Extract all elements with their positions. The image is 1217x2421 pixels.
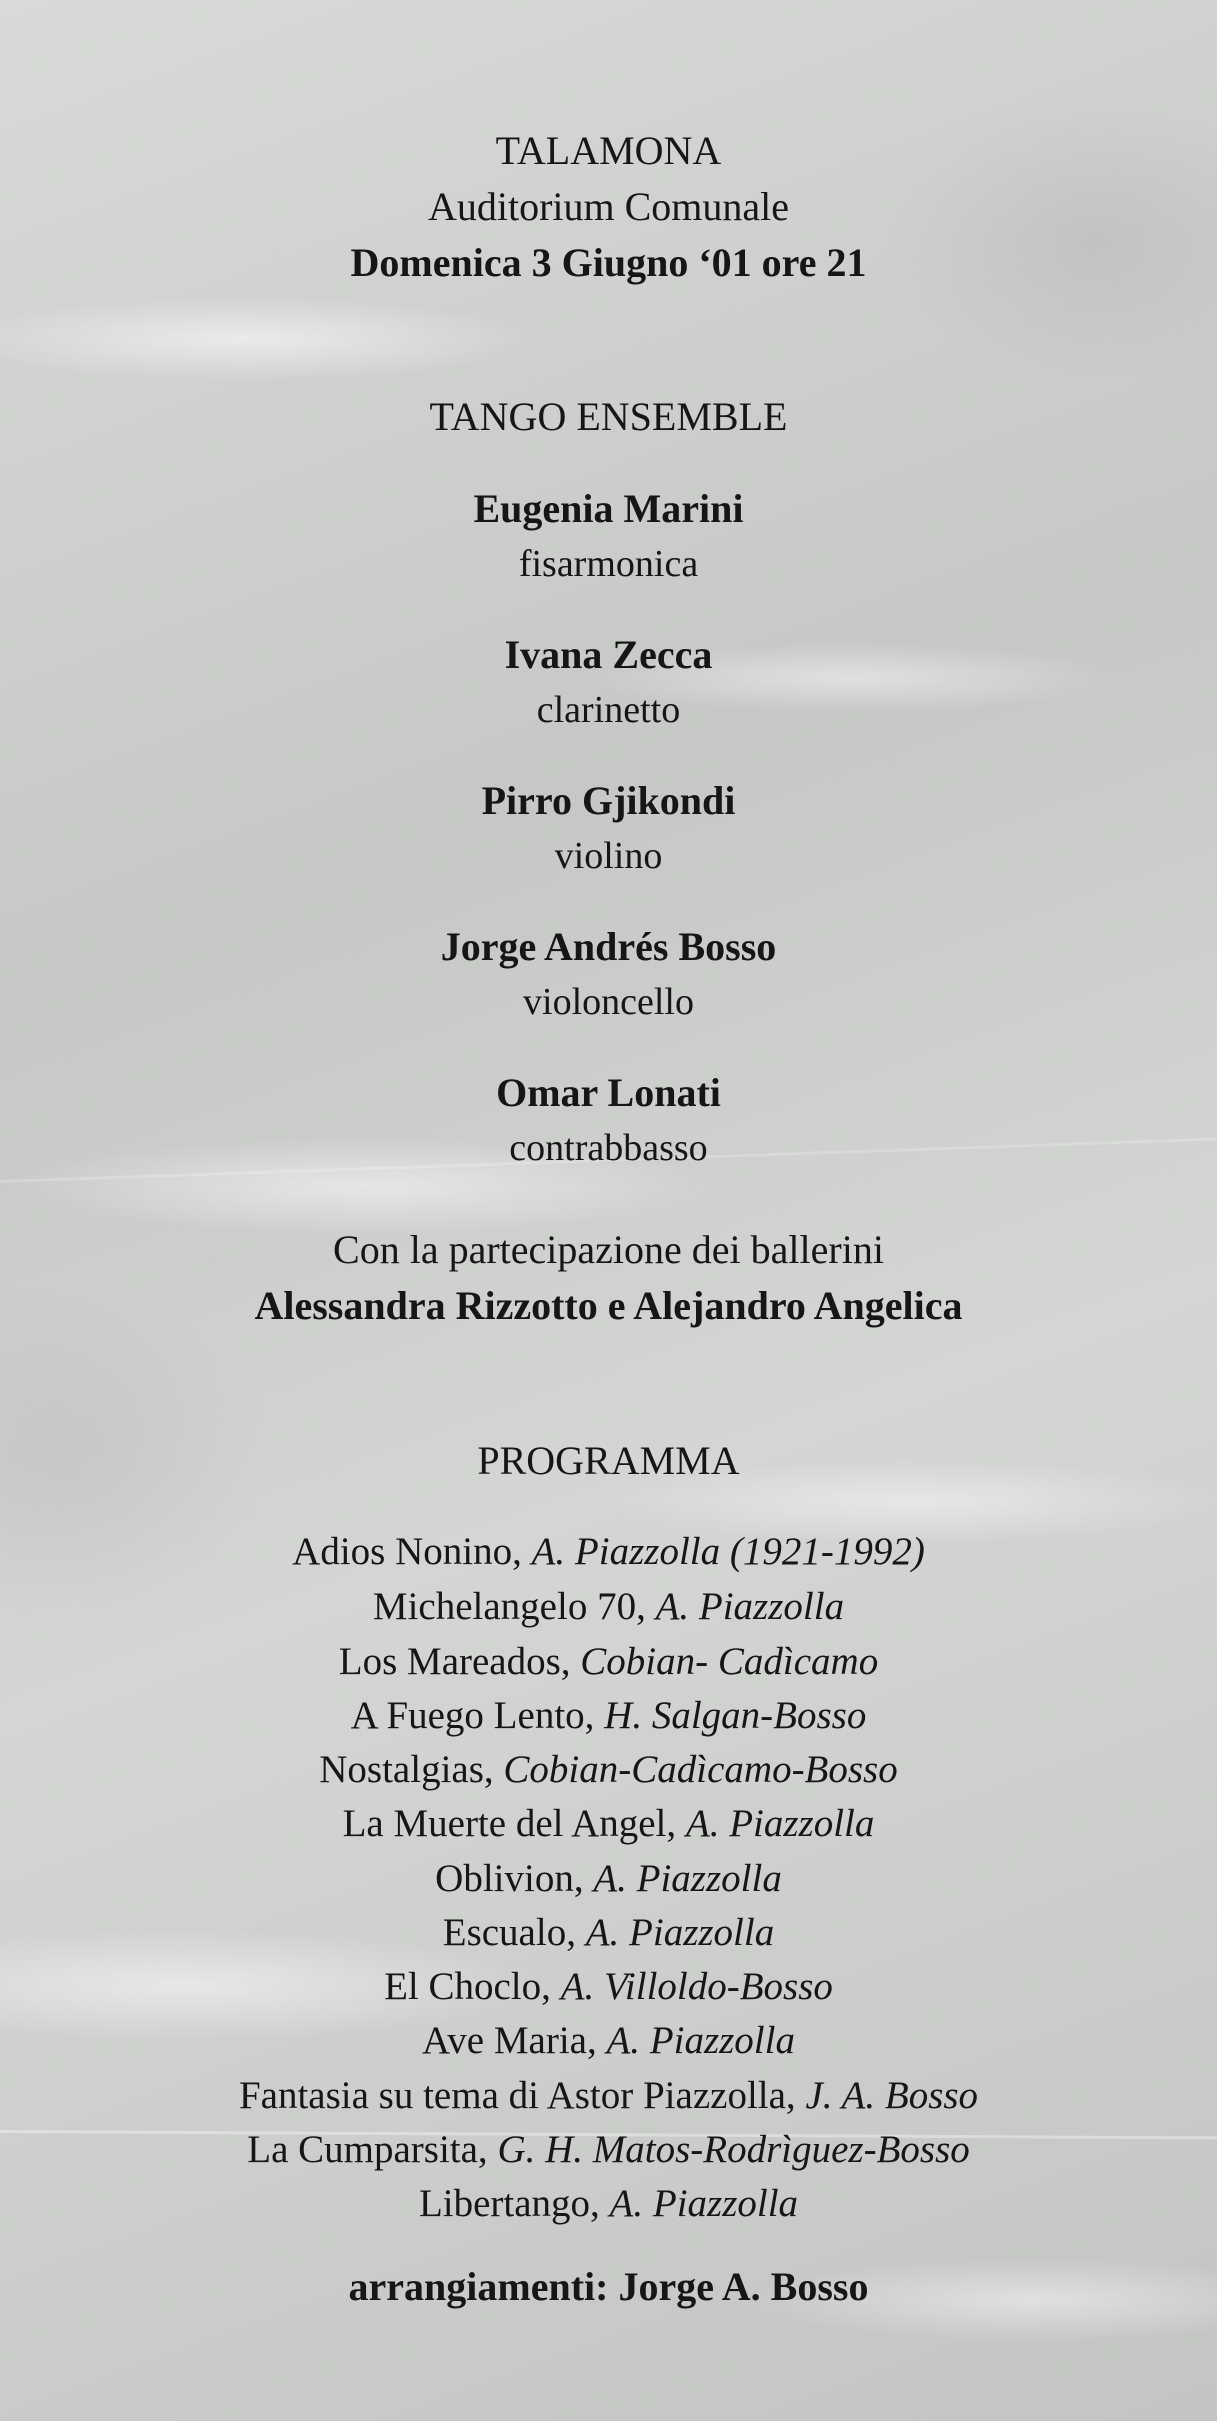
programme-piece: [0, 1745, 1217, 1795]
member-instrument: violino: [554, 835, 663, 877]
piece-author: A. Villoldo-Bosso: [560, 1965, 833, 2008]
piece-title: Oblivion,: [435, 1857, 594, 1900]
piece-title: Escualo,: [442, 1911, 586, 1954]
piece-author: H. Salgan-Bosso: [604, 1694, 867, 1737]
piece-author: G. H. Matos-Rodrìguez-Bosso: [497, 2128, 970, 2171]
programme-piece: [0, 1691, 1217, 1741]
member-name: Pirro Gjikondi: [481, 778, 736, 823]
piece-author: A. Piazzolla: [685, 1802, 875, 1845]
programme-piece: [0, 1799, 1217, 1849]
piece-author: A. Piazzolla (1921-1992): [531, 1530, 925, 1573]
programme-title: PROGRAMMA: [477, 1438, 740, 1483]
programme-piece: [0, 1854, 1217, 1904]
piece-author: A. Piazzolla: [593, 1857, 782, 1900]
piece-author: A. Piazzolla: [585, 1911, 775, 1954]
piece-title: A Fuego Lento,: [350, 1694, 605, 1737]
member-name: Ivana Zecca: [504, 632, 713, 677]
piece-author: A. Piazzolla: [609, 2182, 799, 2225]
member-instrument: violoncello: [523, 981, 694, 1023]
programme-piece: [0, 1908, 1217, 1958]
programme-piece: [0, 1637, 1217, 1687]
piece-author: Cobian- Cadìcamo: [580, 1640, 879, 1683]
piece-author: A. Piazzolla: [655, 1585, 845, 1628]
piece-title: Adios Nonino,: [292, 1530, 532, 1573]
piece-title: Libertango,: [418, 2182, 610, 2225]
arrangements-credit: arrangiamenti: Jorge A. Bosso: [348, 2264, 869, 2309]
piece-author: A. Piazzolla: [606, 2019, 795, 2062]
piece-title: Los Mareados,: [338, 1640, 581, 1683]
programme-piece: [0, 1582, 1217, 1632]
ensemble-title: TANGO ENSEMBLE: [429, 394, 788, 439]
member-name: Eugenia Marini: [473, 486, 744, 531]
programme-piece: [0, 1527, 1217, 1577]
member-instrument: fisarmonica: [518, 543, 699, 585]
programme-piece: [0, 2071, 1217, 2121]
piece-title: Nostalgias,: [319, 1748, 504, 1791]
town-name: TALAMONA: [495, 128, 722, 173]
piece-title: Fantasia su tema di Astor Piazzolla,: [238, 2074, 806, 2117]
piece-author: Cobian-Cadìcamo-Bosso: [503, 1748, 898, 1791]
piece-title: La Muerte del Angel,: [342, 1802, 686, 1845]
dancers-names: Alessandra Rizzotto e Alejandro Angelica: [254, 1283, 963, 1328]
programme-piece: [0, 2016, 1217, 2066]
member-name: Omar Lonati: [496, 1070, 721, 1115]
member-instrument: clarinetto: [536, 689, 681, 731]
piece-title: El Choclo,: [384, 1965, 561, 2008]
piece-author: J. A. Bosso: [805, 2074, 979, 2117]
programme-piece: [0, 2179, 1217, 2229]
event-date: Domenica 3 Giugno ‘01 ore 21: [350, 240, 867, 285]
piece-title: Michelangelo 70,: [372, 1585, 656, 1628]
member-name: Jorge Andrés Bosso: [440, 924, 777, 969]
member-instrument: contrabbasso: [509, 1127, 708, 1169]
venue-name: Auditorium Comunale: [427, 184, 790, 229]
programme-piece: [0, 2125, 1217, 2175]
dancers-intro: Con la partecipazione dei ballerini: [333, 1227, 884, 1272]
piece-title: La Cumparsita,: [247, 2128, 498, 2171]
piece-title: Ave Maria,: [422, 2019, 607, 2062]
programme-piece: [0, 1962, 1217, 2012]
